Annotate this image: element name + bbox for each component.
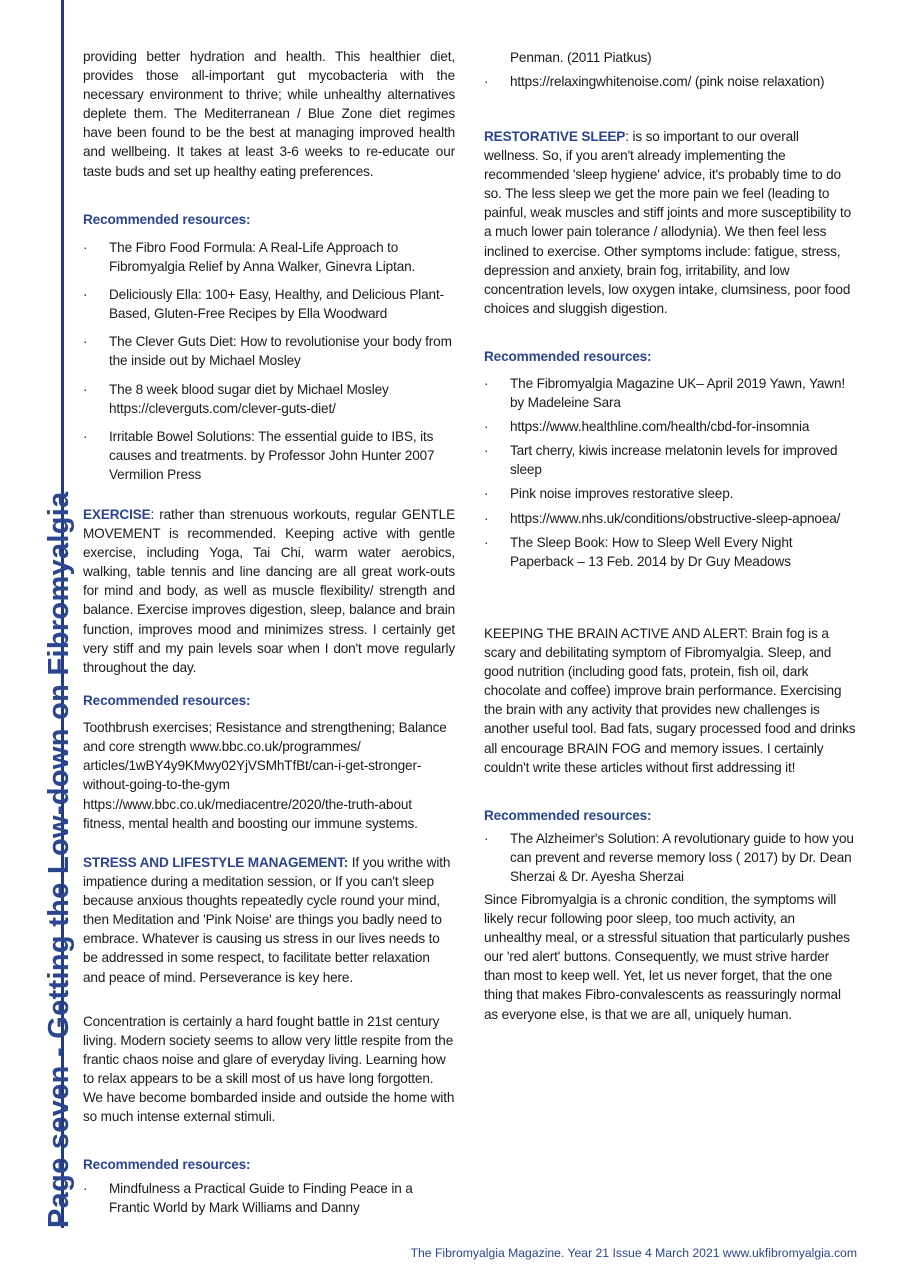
list-item: · Pink noise improves restorative sleep.: [484, 484, 856, 503]
list-item: · The Sleep Book: How to Sleep Well Every Night Paperback – 13 Feb. 2014 by Dr Guy Meadows: [484, 533, 856, 571]
exercise-resources-text: Toothbrush exercises; Resistance and strengthening; Balance and core strength www.bbc.co.uk/programmes/ articles/1wBY4y9KMwy02YjVSMhTfBt/can-i-get-stronger-without-going-to-the-gym: [83, 720, 447, 793]
exercise-body: : rather than strenuous workouts, regular GENTLE MOVEMENT is recommended. Keeping active with gentle exercise, including Yoga, Tai Chi, warm water aerobics, walking, table tennis and line dancing are all great work-outs for mind and body, as well as muscle flexibility/ strength and balance. Exercise improves digestion, sleep, balance and brain function, improves mood and minimizes stress. I certainly get very stiff and my pain levels soar when I don't move regularly throughout the day.: [83, 507, 455, 675]
continued-resources-list: [484, 72, 856, 91]
stress-resources-list: [83, 1179, 455, 1217]
list-item: · Deliciously Ella: 100+ Easy, Healthy, and Delicious Plant-Based, Gluten-Free Recipes by Ella Woodward: [83, 285, 455, 323]
continued-list-item: Penman. (2011 Piatkus): [510, 50, 652, 65]
list-item: · Mindfulness a Practical Guide to Finding Peace in a Frantic World by Mark Williams and Danny: [83, 1179, 455, 1217]
diet-resources-heading: Recommended resources:: [83, 212, 251, 227]
list-item: · Tart cherry, kiwis increase melatonin levels for improved sleep: [484, 441, 856, 479]
vertical-page-title: Page seven - Getting the Low-down on Fibromyalgia: [43, 491, 75, 1228]
brain-paragraph: KEEPING THE BRAIN ACTIVE AND ALERT: Brain fog is a scary and debilitating symptom of Fibromyalgia. Sleep, and good nutrition (including good fats, protein, fish oil, dark chocolate and coffee) improve brain performance. Exercising the brain with any activity that provides new challenges is another useful tool. Bad fats, sugary processed food and drinks all encourage BRAIN FOG and memory issues. I certainly couldn't write these articles without first addressing it!: [484, 626, 856, 775]
brain-resources-heading: Recommended resources:: [484, 808, 652, 823]
exercise-resources-heading: Recommended resources:: [83, 693, 251, 708]
list-item: · https://www.healthline.com/health/cbd-for-insomnia: [484, 417, 856, 436]
list-item: · Irritable Bowel Solutions: The essential guide to IBS, its causes and treatments. by Professor John Hunter 2007 Vermilion Press: [83, 427, 455, 484]
sleep-paragraph: [484, 127, 856, 318]
brain-resources-list: [484, 829, 856, 886]
diet-resources-list: [83, 238, 455, 484]
list-item: · The Clever Guts Diet: How to revolutionise your body from the inside out by Michael Mosley: [83, 332, 455, 370]
list-item: · https://www.nhs.uk/conditions/obstructive-sleep-apnoea/: [484, 509, 856, 528]
stress-resources-heading: Recommended resources:: [83, 1157, 251, 1172]
diet-paragraph: providing better hydration and health. This healthier diet, provides those all-important gut mycobacteria with the necessary environment to thrive; while unhealthy alternatives deplete them. The Mediterranean / Blue Zone diet regimes have been found to be the best at managing improved health and wellbeing. It takes at least 3-6 weeks to re-educate our taste buds and set up healthy eating preferences.: [83, 49, 455, 179]
exercise-lead: EXERCISE: [83, 507, 151, 522]
exercise-paragraph: [83, 505, 455, 677]
sleep-resources-heading: Recommended resources:: [484, 349, 652, 364]
sleep-resources-list: [484, 374, 856, 571]
sleep-body: : is so important to our overall wellness. So, if you aren't already implementing the recommended 'sleep hygiene' advice, it's probably time to do so. The less sleep we get the more pain we feel (leading to painful, weak muscles and stiff joints and more susceptibility to a much lower pain tolerance / allodynia). We then feel less inclined to exercise. Other symptoms include: fatigue, stress, depression and anxiety, brain fog, irritability, and low concentration levels, low oxygen intake, clumsiness, poor food choices and sluggish digestion.: [484, 129, 852, 316]
stress-paragraph: [83, 853, 455, 987]
closing-paragraph: Since Fibromyalgia is a chronic condition, the symptoms will likely recur following poor sleep, too much activity, an unhealthy meal, or a stressful situation that particularly pushes our 'red alert' buttons. Consequently, we must strive harder than most to keep well. Yet, let us never forget, that the one thing that makes Fibro-convalescents as reassuringly normal as everyone else, is that we are all, uniquely human.: [484, 892, 850, 1022]
list-item: · https://relaxingwhitenoise.com/ (pink noise relaxation): [484, 72, 856, 91]
right-column: [484, 0, 856, 1230]
sleep-lead: RESTORATIVE SLEEP: [484, 129, 626, 144]
list-item: · The Fibro Food Formula: A Real-Life Approach to Fibromyalgia Relief by Anna Walker, Ginevra Liptan.: [83, 238, 455, 276]
stress-body: If you writhe with impatience during a meditation session, or If you can't sleep because anxious thoughts repeatedly cycle round your mind, then Meditation and 'Pink Noise' are things you badly need to embrace. Whatever is causing us stress in our lives needs to be addressed in some respect, to facilitate better relaxation and peace of mind. Perseverance is key here.: [83, 855, 451, 985]
list-item: · The 8 week blood sugar diet by Michael Mosley https://cleverguts.com/clever-guts-diet/: [83, 380, 455, 418]
page-footer: The Fibromyalgia Magazine. Year 21 Issue 4 March 2021 www.ukfibromyalgia.com: [410, 1246, 857, 1260]
left-column: [83, 0, 455, 1230]
list-item: · The Fibromyalgia Magazine UK– April 2019 Yawn, Yawn! by Madeleine Sara: [484, 374, 856, 412]
list-item: · The Alzheimer's Solution: A revolutionary guide to how you can prevent and reverse memory loss ( 2017) by Dr. Dean Sherzai & Dr. Ayesha Sherzai: [484, 829, 856, 886]
exercise-resources-link: https://www.bbc.co.uk/mediacentre/2020/the-truth-about fitness, mental health and boosting our immune systems.: [83, 797, 418, 832]
stress-lead: STRESS AND LIFESTYLE MANAGEMENT:: [83, 855, 349, 870]
concentration-paragraph: Concentration is certainly a hard fought battle in 21st century living. Modern society seems to allow very little respite from the frantic chaos noise and glare of everyday living. Learning how to relax appears to be a skill most of us have long forgotten. We have become bombarded inside and outside the home with so much intense external stimuli.: [83, 1014, 455, 1125]
